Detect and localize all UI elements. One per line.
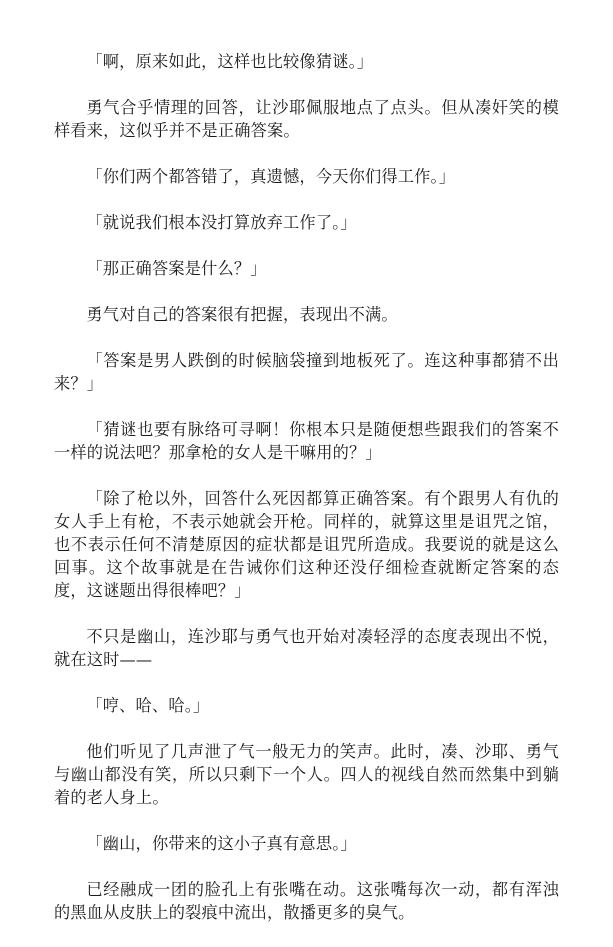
paragraph: 他们听见了几声泄了气一般无力的笑声。此时，凑、沙耶、勇气与幽山都没有笑，所以只剩下一个人。四人的视线自然而然集中到躺着的老人身上。 bbox=[54, 742, 559, 807]
paragraph: 「除了枪以外，回答什么死因都算正确答案。有个跟男人有仇的女人手上有枪，不表示她就会开枪。同样的，就算这里是诅咒之馆，也不表示任何不清楚原因的症状都是诅咒所造成。我要说的就是这么回事。这个故事就是在告诫你们这种还没仔细检查就断定答案的态度，这谜题出得很棒吧？」 bbox=[54, 489, 559, 600]
paragraph: 「猜谜也要有脉络可寻啊！你根本只是随便想些跟我们的答案不一样的说法吧？那拿枪的女人是干嘛用的？」 bbox=[54, 420, 559, 462]
paragraph: 勇气对自己的答案很有把握，表现出不满。 bbox=[86, 305, 398, 324]
paragraph: 「就说我们根本没打算放弃工作了。」 bbox=[86, 213, 357, 232]
paragraph: 「那正确答案是什么？」 bbox=[86, 259, 267, 278]
paragraph: 已经融成一团的脸孔上有张嘴在动。这张嘴每次一动，都有浑浊的黑血从皮肤上的裂痕中流出，散播更多的臭气。 bbox=[54, 880, 559, 922]
paragraph: 「你们两个都答错了，真遗憾，今天你们得工作。」 bbox=[86, 167, 456, 186]
text-body bbox=[54, 50, 559, 947]
paragraph: 不只是幽山，连沙耶与勇气也开始对凑轻浮的态度表现出不悦，就在这时—— bbox=[54, 627, 559, 669]
paragraph: 「答案是男人跌倒的时候脑袋撞到地板死了。连这种事都猜不出来？」 bbox=[54, 351, 559, 393]
paragraph: 「哼、哈、哈。」 bbox=[86, 696, 210, 715]
paragraph: 「幽山，你带来的这小子真有意思。」 bbox=[86, 834, 357, 853]
paragraph: 「啊，原来如此，这样也比较像猜谜。」 bbox=[86, 52, 374, 71]
paragraph: 勇气合乎情理的回答，让沙耶佩服地点了点头。但从凑奸笑的模样看来，这似乎并不是正确答案。 bbox=[54, 98, 559, 140]
